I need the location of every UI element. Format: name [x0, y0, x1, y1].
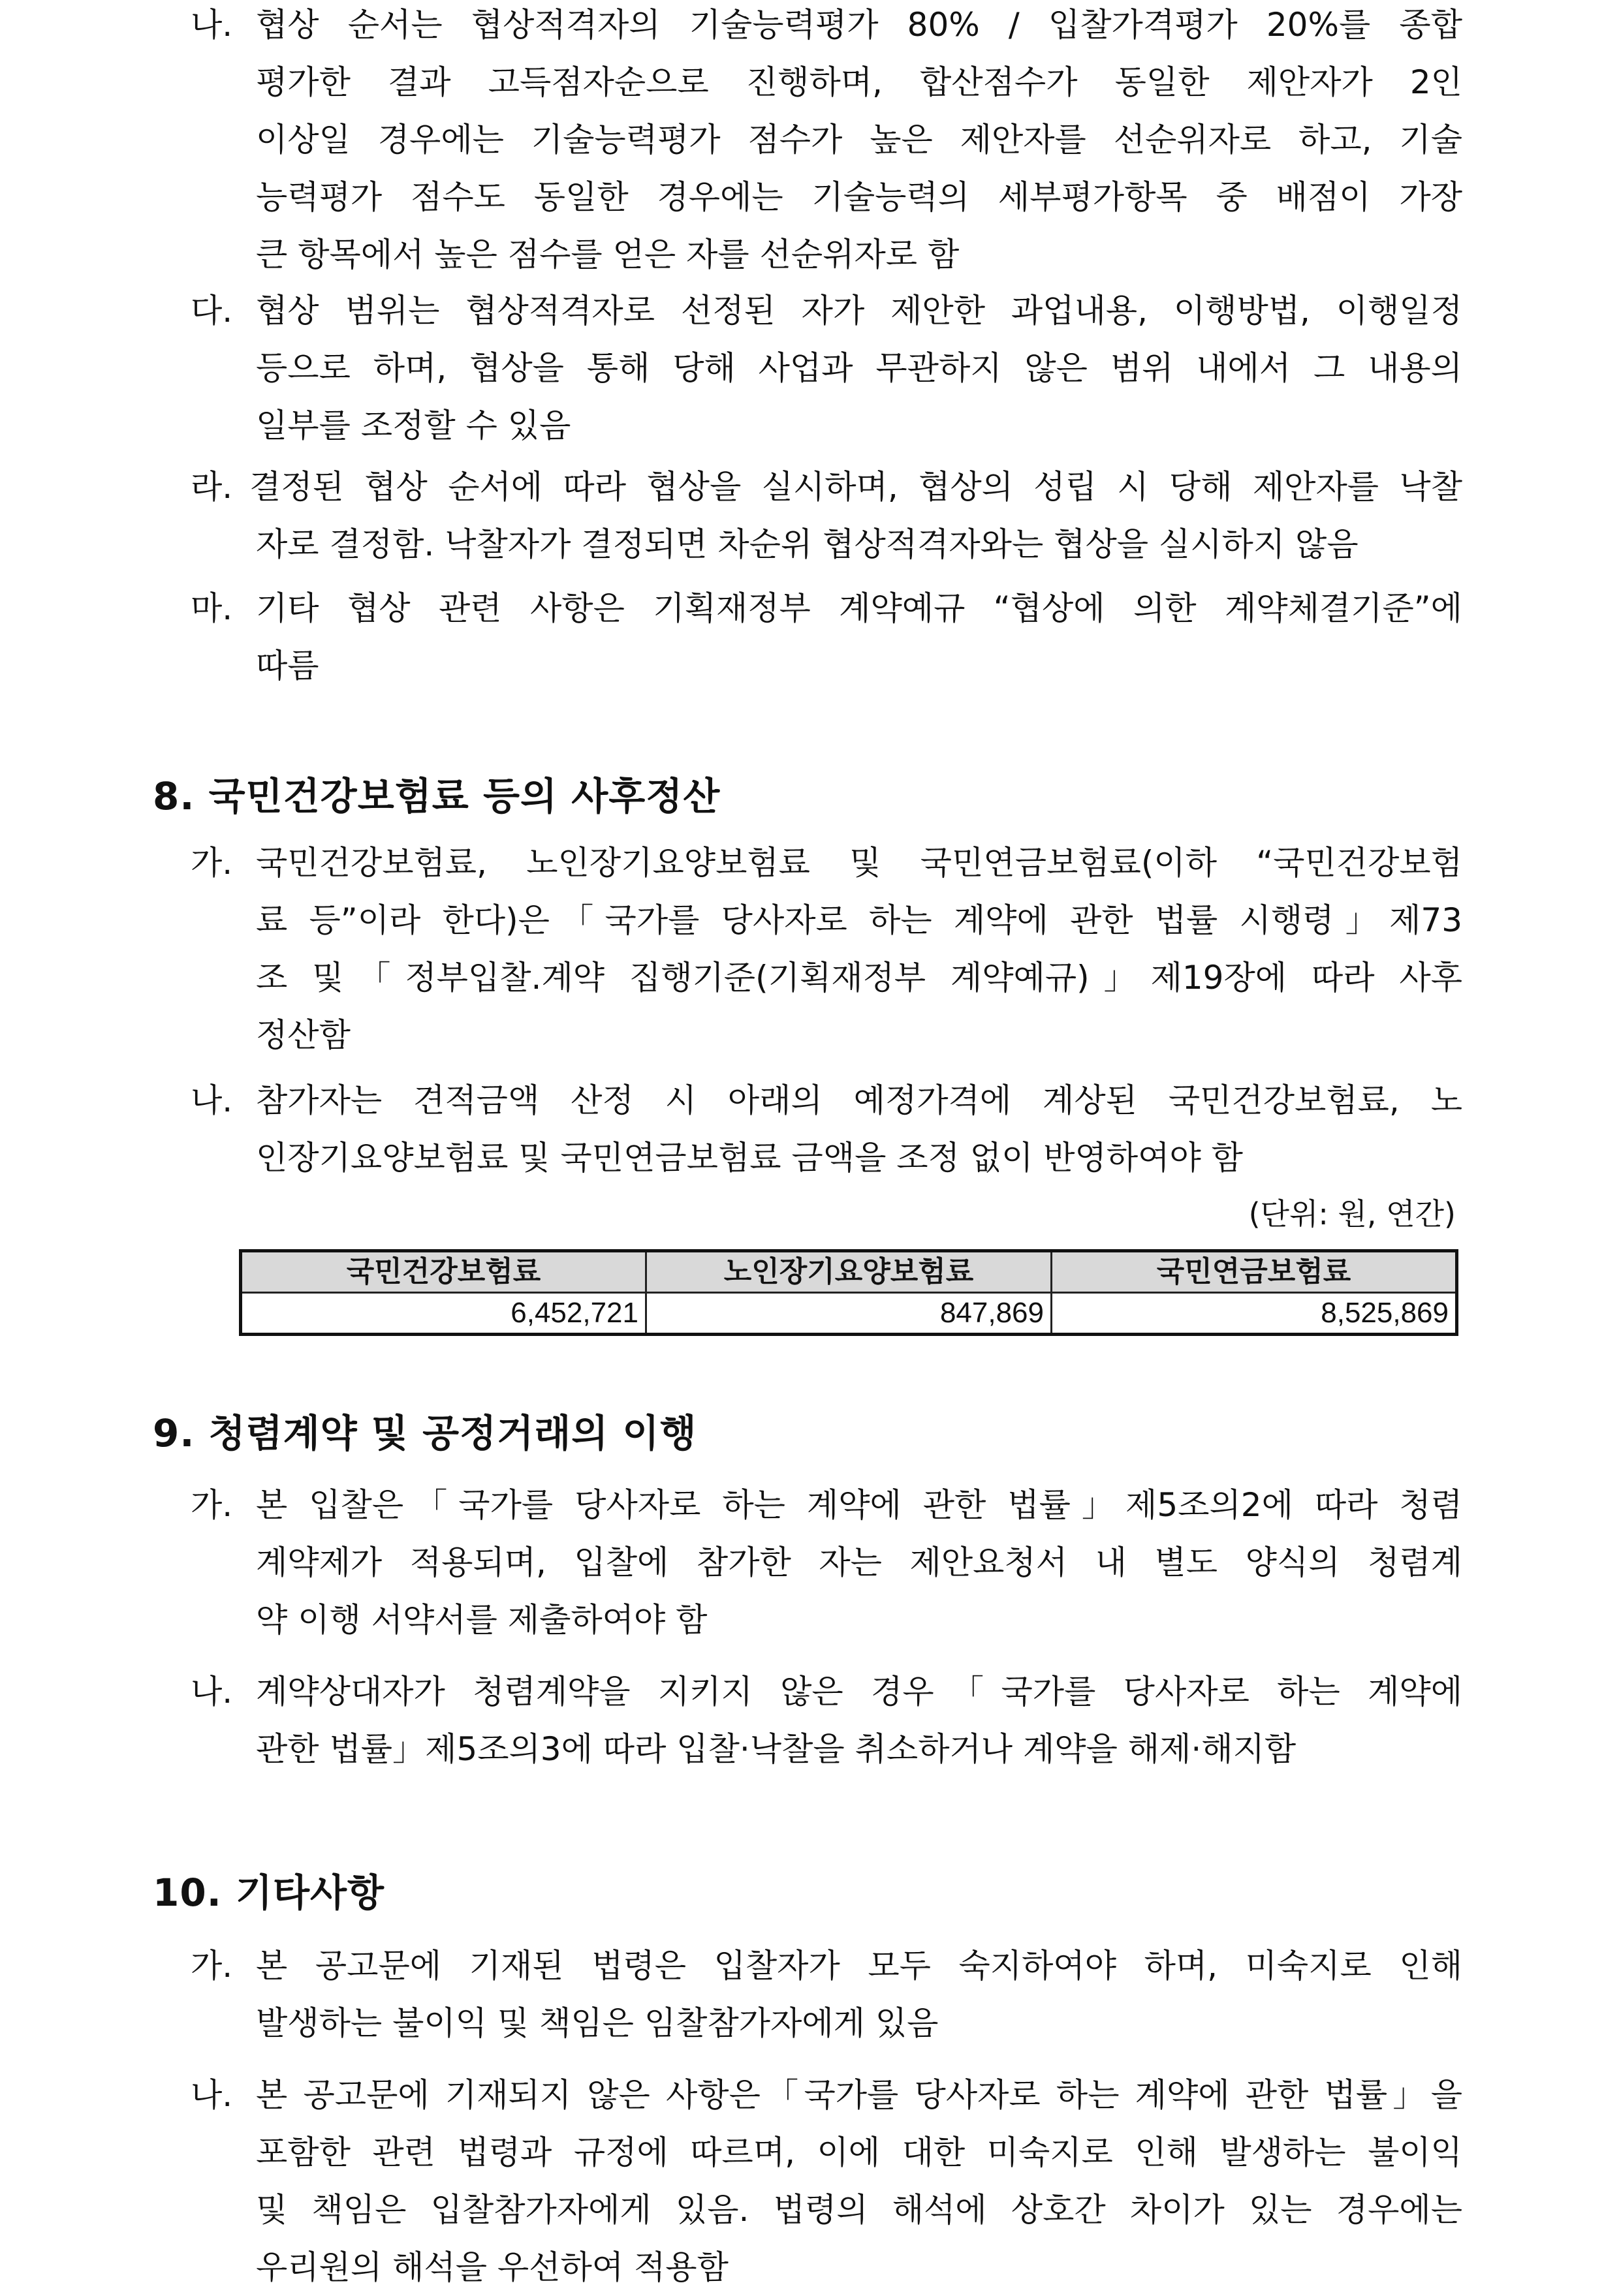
text-line: 협상 순서는 협상적격자의 기술능력평가 80% / 입찰가격평가 20%를 종합 [256, 6, 1462, 44]
text-line: 본 입찰은「국가를 당사자로 하는 계약에 관한 법률」제5조의2에 따라 청렴 [256, 1486, 1462, 1524]
section9-heading: 9. 청렴계약 및 공정거래의 이행 [153, 1411, 697, 1455]
item-marker: 나. [191, 1673, 233, 1711]
item-text [256, 1072, 1462, 1187]
item-text [256, 834, 1462, 1064]
text-line: 본 공고문에 기재된 법령은 입찰자가 모두 숙지하여야 하며, 미숙지로 인해 [256, 1947, 1462, 1985]
item-text [256, 2066, 1462, 2296]
text-line: 발생하는 불이익 및 책임은 임찰참가자에게 있음 [256, 2004, 939, 2042]
section10-heading: 10. 기타사항 [153, 1870, 385, 1915]
text-line: 결정된 협상 순서에 따라 협상을 실시하며, 협상의 성립 시 당해 제안자를 낙찰 [249, 468, 1462, 506]
text-line: 본 공고문에 기재되지 않은 사항은「국가를 당사자로 하는 계약에 관한 법률」을 [256, 2076, 1462, 2114]
table-header: 노인장기요양보험료 [646, 1251, 1052, 1293]
table-header: 국민건강보험료 [241, 1251, 646, 1293]
item-marker: 가. [191, 1947, 233, 1985]
text-line: 큰 항목에서 높은 점수를 얻은 자를 선순위자로 함 [256, 236, 960, 273]
text-line: 능력평가 점수도 동일한 경우에는 기술능력의 세부평가항목 중 배점이 가장 [256, 178, 1462, 216]
item-marker: 라. [191, 468, 233, 506]
text-line: 평가한 결과 고득점자순으로 진행하며, 합산점수가 동일한 제안자가 2인 [256, 63, 1462, 101]
item-text [256, 0, 1462, 283]
text-line: 자로 결정함. 낙찰자가 결정되면 차순위 협상적격자와는 협상을 실시하지 않음 [256, 525, 1359, 563]
text-line: 포함한 관련 법령과 규정에 따르며, 이에 대한 미숙지로 인해 발생하는 불이익 [256, 2133, 1462, 2171]
item-marker: 마. [191, 589, 233, 627]
table-cell: 6,452,721 [241, 1293, 646, 1335]
table-cell: 8,525,869 [1052, 1293, 1457, 1335]
table-row [241, 1293, 1457, 1335]
text-line: 따름 [256, 647, 319, 685]
text-line: 계약상대자가 청렴계약을 지키지 않은 경우「국가를 당사자로 하는 계약에 [256, 1673, 1462, 1711]
text-line: 및 책임은 입찰참가자에게 있음. 법령의 해석에 상호간 차이가 있는 경우에는 [256, 2191, 1462, 2229]
table-header-row [241, 1251, 1457, 1293]
text-line: 관한 법률」제5조의3에 따라 입찰·낙찰을 취소하거나 계약을 해제·해지함 [256, 1730, 1297, 1768]
text-line: 등으로 하며, 협상을 통해 당해 사업과 무관하지 않은 범위 내에서 그 내용의 [256, 349, 1462, 387]
text-line: 인장기요양보험료 및 국민연금보험료 금액을 조정 없이 반영하여야 함 [256, 1139, 1243, 1177]
item-marker: 나. [191, 6, 233, 44]
item-text [256, 580, 1462, 694]
item-text [256, 1476, 1462, 1649]
table-header: 국민연금보험료 [1052, 1251, 1457, 1293]
item-text [256, 282, 1462, 454]
text-line: 이상일 경우에는 기술능력평가 점수가 높은 제안자를 선순위자로 하고, 기술 [256, 121, 1462, 159]
insurance-table [239, 1249, 1458, 1336]
text-line: 약 이행 서약서를 제출하여야 함 [256, 1601, 708, 1639]
text-line: 협상 범위는 협상적격자로 선정된 자가 제안한 과업내용, 이행방법, 이행일정 [256, 292, 1462, 330]
item-text [256, 1937, 1462, 2052]
text-line: 계약제가 적용되며, 입찰에 참가한 자는 제안요청서 내 별도 양식의 청렴계 [256, 1544, 1462, 1581]
unit-note: (단위: 원, 연간) [1248, 1196, 1456, 1232]
text-line: 조 및「정부입찰.계약 집행기준(기획재정부 계약예규)」제19장에 따라 사후 [256, 959, 1462, 997]
item-text [249, 458, 1462, 573]
text-line: 료 등”이라 한다)은「국가를 당사자로 하는 계약에 관한 법률 시행령」제73 [256, 901, 1462, 939]
item-text [256, 1663, 1462, 1778]
text-line: 참가자는 견적금액 산정 시 아래의 예정가격에 계상된 국민건강보험료, 노 [256, 1081, 1462, 1119]
item-marker: 나. [191, 1081, 233, 1119]
text-line: 국민건강보험료, 노인장기요양보험료 및 국민연금보험료(이하 “국민건강보험 [256, 844, 1462, 882]
item-marker: 나. [191, 2076, 233, 2114]
text-line: 기타 협상 관련 사항은 기획재정부 계약예규 “협상에 의한 계약체결기준”에 [256, 589, 1462, 627]
text-line: 일부를 조정할 수 있음 [256, 407, 571, 444]
item-marker: 다. [191, 292, 233, 330]
text-line: 정산함 [256, 1016, 351, 1054]
section8-heading: 8. 국민건강보험료 등의 사후정산 [153, 774, 721, 818]
text-line: 우리원의 해석을 우선하여 적용함 [256, 2248, 729, 2286]
item-marker: 가. [191, 1486, 233, 1524]
item-marker: 가. [191, 844, 233, 882]
table-cell: 847,869 [646, 1293, 1052, 1335]
